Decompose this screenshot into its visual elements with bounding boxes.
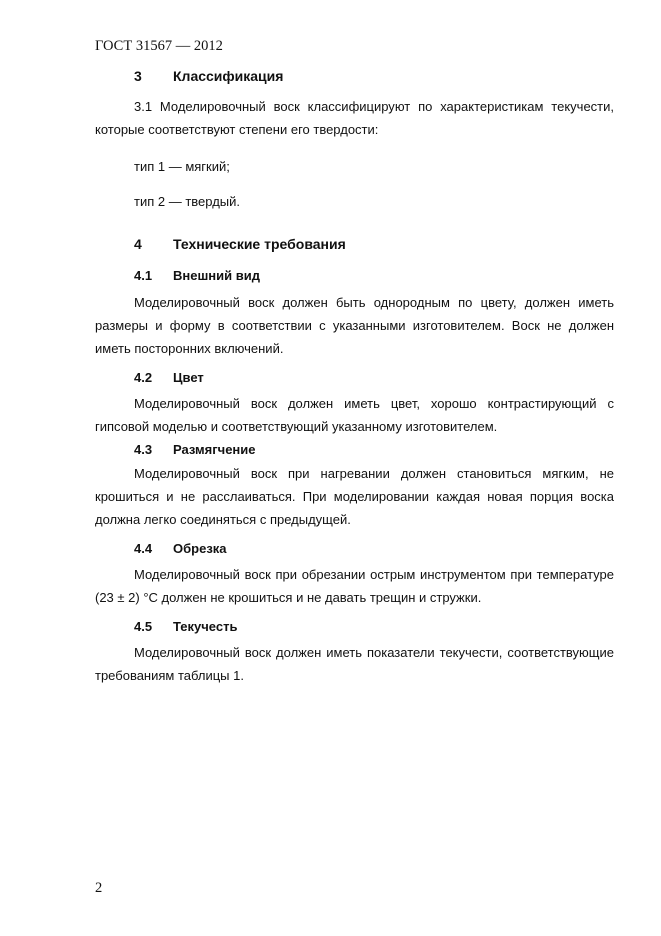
page-number: 2 xyxy=(95,880,103,896)
section-4-3-heading xyxy=(134,438,256,461)
document-header: ГОСТ 31567 — 2012 xyxy=(95,38,223,54)
section-3-heading xyxy=(134,65,283,88)
section-title: Классификация xyxy=(173,68,284,84)
type-1-item: тип 1 — мягкий; xyxy=(134,159,230,174)
subsection-number: 4.4 xyxy=(134,541,153,556)
subsection-number: 4.1 xyxy=(134,268,153,283)
subsection-title: Внешний вид xyxy=(173,268,260,283)
subsection-number: 4.3 xyxy=(134,442,153,457)
section-4-1-heading xyxy=(134,264,260,287)
section-4-5-heading xyxy=(134,615,237,638)
section-4-2-heading xyxy=(134,366,204,389)
subsection-number: 4.2 xyxy=(134,370,153,385)
section-4-1-paragraph: Моделировочный воск должен быть однородным по цвету, должен иметь размеры и форму в соответствии с указанными изготовителем. Воск не должен иметь посторонних включений. xyxy=(95,295,614,356)
subsection-title: Текучесть xyxy=(173,619,238,634)
section-4-2-paragraph: Моделировочный воск должен иметь цвет, хорошо контрастирующий с гипсовой моделью и соответствующий указанному изготовителем. xyxy=(95,396,614,434)
section-number: 3 xyxy=(134,68,142,84)
section-4-3-paragraph: Моделировочный воск при нагревании должен становиться мягким, не крошиться и не расслаиваться. При моделировании каждая новая порция воска должна легко соединяться с предыдущей. xyxy=(95,466,614,527)
section-4-4-heading xyxy=(134,537,227,560)
section-number: 4 xyxy=(134,236,142,252)
section-4-heading xyxy=(134,233,346,256)
subsection-title: Обрезка xyxy=(173,541,227,556)
subsection-number: 4.5 xyxy=(134,619,153,634)
subsection-title: Размягчение xyxy=(173,442,256,457)
type-2-item: тип 2 — твердый. xyxy=(134,194,240,209)
section-4-5-paragraph: Моделировочный воск должен иметь показатели текучести, соответствующие требованиям таблицы 1. xyxy=(95,645,614,683)
section-4-4-paragraph: Моделировочный воск при обрезании острым инструментом при температуре (23 ± 2) °С должен не крошиться и не давать трещин и стружки. xyxy=(95,567,614,605)
subsection-title: Цвет xyxy=(173,370,204,385)
section-title: Технические требования xyxy=(173,236,346,252)
section-3-1-paragraph: 3.1 Моделировочный воск классифицируют по характеристикам текучести, которые соответствуют степени его твердости: xyxy=(95,99,614,137)
